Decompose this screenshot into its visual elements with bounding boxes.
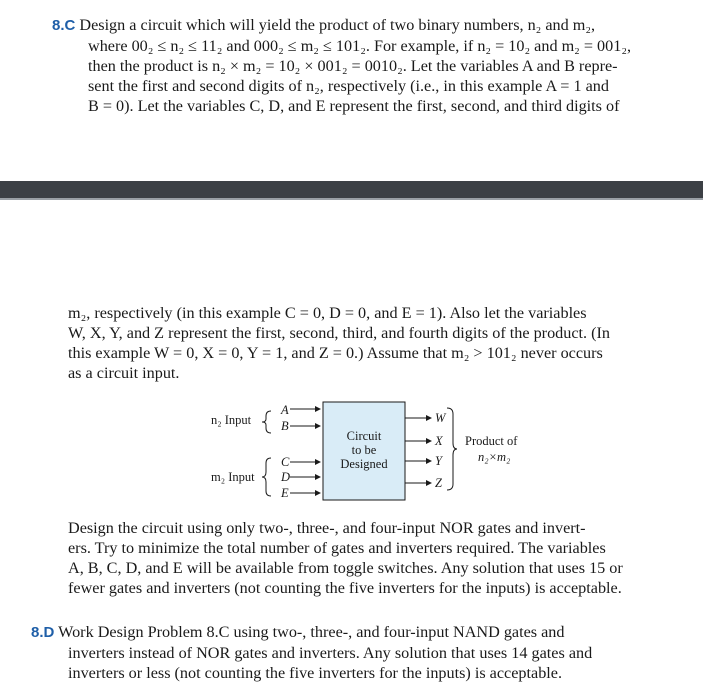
problem-8d — [31, 622, 691, 683]
input-b-label: B — [281, 419, 289, 433]
n2-brace — [262, 411, 271, 433]
problem-8c-line-1: 8.C Design a circuit which will yield the product of two binary numbers, n₂ and m₂, — [52, 16, 596, 34]
circuit-diagram — [195, 398, 555, 508]
output-brace — [447, 408, 457, 490]
problem-8c-line-3: then the product is n₂ × m₂ = 10₂ × 001₂ = 0010₂. Let the variables A and B repre- — [88, 57, 618, 75]
input-a-label: A — [281, 403, 289, 417]
problem-8c-cont-line-4: as a circuit input. — [68, 364, 180, 382]
problem-8c-line-5: B = 0). Let the variables C, D, and E represent the first, second, and third digits of — [88, 97, 620, 115]
product-label: Product of — [465, 434, 518, 448]
input-c-label: C — [281, 455, 290, 469]
problem-8c-continuation — [68, 303, 688, 383]
box-line-2: to be — [351, 443, 377, 457]
problem-8c-cont-line-1: m₂, respectively (in this example C = 0, D = 0, and E = 1). Also let the variables — [68, 304, 587, 322]
problem-8c-intro — [52, 15, 692, 116]
product-expression: n₂×m₂ — [478, 450, 511, 464]
page-separator — [0, 181, 703, 198]
problem-number: 8.C — [52, 17, 76, 34]
problem-8c-line-2: where 00₂ ≤ n₂ ≤ 11₂ and 000₂ ≤ m₂ ≤ 101₂. For example, if n₂ = 10₂ and m₂ = 001₂, — [88, 37, 632, 55]
problem-8c-cont-line-2: W, X, Y, and Z represent the first, second, third, and fourth digits of the product. (In — [68, 324, 611, 342]
page-separator-edge — [0, 198, 703, 200]
input-d-label: D — [281, 470, 291, 484]
problem-8c-cont-line-3: this example W = 0, X = 0, Y = 1, and Z = 0.) Assume that m₂ > 101₂ never occurs — [68, 344, 603, 362]
problem-8d-line-1: 8.D Work Design Problem 8.C using two-, three-, and four-input NAND gates and — [31, 623, 565, 641]
m2-input-label: m₂ Input — [211, 470, 255, 484]
box-line-1: Circuit — [346, 429, 382, 443]
m2-brace — [262, 458, 271, 496]
box-line-3: Designed — [340, 457, 388, 471]
problem-8c-req-line-3: A, B, C, D, and E will be available from toggle switches. Any solution that uses 15 or — [68, 559, 623, 577]
problem-8c-req-line-2: ers. Try to minimize the total number of gates and inverters required. The variables — [68, 539, 606, 557]
problem-8d-line-3: inverters or less (not counting the five inverters for the inputs) is acceptable. — [68, 664, 563, 682]
problem-8c-req-line-4: fewer gates and inverters (not counting the five inverters for the inputs) is acceptable. — [68, 579, 622, 597]
output-x-label: X — [435, 434, 443, 448]
problem-number: 8.D — [31, 624, 55, 641]
n2-input-label: n₂ Input — [211, 413, 252, 427]
input-e-label: E — [281, 486, 289, 500]
problem-8d-line-2: inverters instead of NOR gates and inverters. Any solution that uses 14 gates and — [68, 644, 593, 662]
output-z-label: Z — [435, 476, 442, 490]
output-w-label: W — [435, 411, 446, 425]
problem-8c-req-line-1: Design the circuit using only two-, three-, and four-input NOR gates and invert- — [68, 519, 586, 537]
output-y-label: Y — [435, 454, 442, 468]
problem-8c-requirements — [68, 518, 688, 598]
problem-8c-line-4: sent the first and second digits of n₂, respectively (i.e., in this example A = 1 and — [88, 77, 609, 95]
